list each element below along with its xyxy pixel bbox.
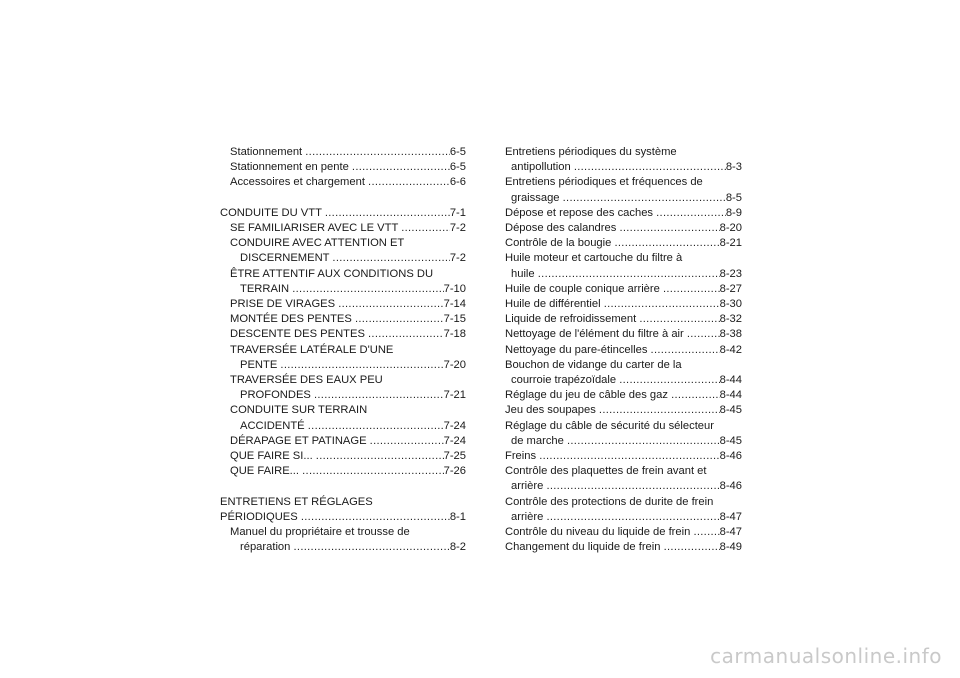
dot-leader	[538, 267, 720, 282]
toc-entry-title: Changement du liquide de frein	[505, 541, 664, 554]
toc-entry[interactable]	[505, 312, 742, 327]
toc-page-number: 7-21	[443, 389, 466, 402]
toc-entry-title: CONDUITE DU VTT	[220, 206, 325, 219]
toc-left-column	[220, 145, 466, 555]
dot-leader	[316, 449, 444, 464]
toc-entry-title: Stationnement	[230, 146, 306, 158]
dot-leader	[294, 540, 450, 555]
dot-leader	[292, 282, 443, 297]
toc-entry[interactable]	[220, 327, 466, 342]
dot-leader	[651, 343, 720, 358]
watermark: carmanualsonline.info	[710, 644, 942, 668]
toc-entry-title: huile	[511, 267, 538, 280]
toc-entry[interactable]	[505, 358, 742, 388]
toc-page-number: 7-20	[443, 358, 466, 371]
dot-leader	[563, 191, 726, 206]
dot-leader	[671, 388, 720, 403]
toc-entry-title: graissage	[511, 191, 563, 204]
toc-entry[interactable]	[505, 525, 742, 540]
toc-entry[interactable]	[505, 327, 742, 342]
dot-leader	[546, 479, 719, 494]
toc-page-number: 8-47	[719, 526, 742, 539]
toc-page-number: 8-23	[719, 267, 742, 280]
dot-leader	[302, 464, 443, 479]
toc-page-number: 8-47	[719, 510, 742, 523]
toc-page-number: 8-1	[449, 510, 466, 523]
toc-page-number: 8-49	[719, 541, 742, 554]
toc-page-number: 8-44	[719, 374, 742, 387]
toc-entry[interactable]	[220, 343, 466, 373]
toc-entry[interactable]	[505, 282, 742, 297]
toc-page-number: 7-2	[449, 222, 466, 234]
toc-entry-title: Huile moteur et cartouche du filtre à	[505, 252, 683, 265]
toc-page-number: 7-1	[449, 206, 466, 219]
dot-leader	[280, 358, 443, 373]
toc-entry-title: arrière	[511, 480, 547, 493]
toc-entry-title: Manuel du propriétaire et trousse de	[230, 526, 410, 539]
toc-page-number: 7-18	[443, 328, 466, 341]
toc-entry[interactable]	[505, 540, 742, 555]
toc-page-number: 8-42	[719, 343, 742, 356]
dot-leader	[338, 297, 443, 312]
toc-section-entry[interactable]	[220, 206, 466, 221]
toc-page-number: 8-45	[719, 404, 742, 417]
toc-entry[interactable]	[505, 403, 742, 418]
dot-leader	[355, 312, 444, 327]
toc-entry[interactable]	[220, 160, 466, 175]
dot-leader	[401, 221, 450, 236]
toc-entry-title: courroie trapézoïdale	[511, 374, 620, 387]
toc-entry-title: Contrôle des protections de durite de frein	[505, 495, 714, 508]
toc-page-number: 8-5	[725, 191, 742, 204]
toc-page-number: 8-46	[719, 450, 742, 463]
dot-leader	[619, 221, 719, 236]
toc-entry[interactable]	[505, 464, 742, 494]
toc-entry-title: DESCENTE DES PENTES	[230, 328, 369, 341]
dot-leader	[368, 327, 444, 342]
toc-entry-title: de marche	[511, 434, 567, 447]
toc-entry-title: ENTRETIENS ET RÉGLAGES	[220, 495, 373, 508]
toc-entry-title: Accessoires et chargement	[230, 176, 369, 189]
toc-page-number: 8-30	[719, 298, 742, 311]
toc-entry-title: TRAVERSÉE LATÉRALE D'UNE	[230, 343, 394, 356]
toc-entry[interactable]	[220, 525, 466, 555]
dot-leader	[314, 388, 444, 403]
toc-page-number: 8-32	[719, 313, 742, 326]
toc-entry-title: PÉRIODIQUES	[220, 510, 301, 523]
dot-leader	[574, 160, 726, 175]
toc-entry-title: Nettoyage de l'élément du filtre à air	[505, 328, 687, 341]
dot-leader	[368, 175, 450, 190]
toc-entry-title: CONDUIRE AVEC ATTENTION ET	[230, 237, 405, 250]
toc-entry-title: Dépose des calandres	[505, 222, 620, 235]
toc-entry-title: ACCIDENTÉ	[240, 419, 308, 432]
toc-entry-title: MONTÉE DES PENTES	[230, 313, 355, 326]
toc-entry[interactable]	[505, 236, 742, 251]
toc-entry-title: Dépose et repose des caches	[505, 206, 657, 219]
toc-page-number: 7-2	[449, 252, 466, 265]
toc-entry-title: Contrôle du niveau du liquide de frein	[505, 526, 694, 539]
toc-entry[interactable]	[505, 495, 742, 525]
dot-leader	[308, 419, 444, 434]
toc-page-number: 8-3	[725, 161, 742, 174]
dot-leader	[301, 510, 450, 525]
toc-page-number: 6-6	[449, 176, 466, 189]
toc-entry[interactable]	[220, 464, 466, 479]
toc-page-number: 7-26	[443, 465, 466, 478]
dot-leader	[614, 236, 719, 251]
toc-entry-title: TRAVERSÉE DES EAUX PEU	[230, 374, 383, 387]
dot-leader	[370, 434, 444, 449]
toc-entry[interactable]	[220, 236, 466, 266]
toc-page-number: 7-24	[443, 434, 466, 447]
toc-entry[interactable]	[220, 221, 466, 236]
toc-entry-title: Huile de couple conique arrière	[505, 282, 663, 295]
toc-page-number: 8-38	[719, 328, 742, 341]
toc-page-number: 6-5	[449, 161, 466, 174]
toc-entry[interactable]	[505, 145, 742, 175]
toc-entry[interactable]	[505, 221, 742, 236]
dot-leader	[656, 206, 726, 221]
toc-entry[interactable]	[220, 312, 466, 327]
toc-page-number: 8-21	[719, 237, 742, 250]
toc-entry[interactable]	[505, 206, 742, 221]
toc-entry[interactable]	[220, 145, 466, 160]
toc-page-number: 8-44	[719, 389, 742, 402]
dot-leader	[567, 434, 720, 449]
toc-entry-title: QUE FAIRE SI...	[230, 450, 316, 463]
dot-leader	[663, 282, 720, 297]
toc-page-number: 8-20	[719, 222, 742, 235]
toc-section-entry[interactable]	[220, 495, 466, 525]
toc-page-number: 6-5	[449, 146, 466, 158]
toc-entry-title: PROFONDES	[240, 389, 314, 402]
toc-right-column	[505, 145, 742, 555]
toc-page-number: 8-45	[719, 434, 742, 447]
toc-entry-title: Contrôle des plaquettes de frein avant et	[505, 465, 707, 478]
toc-entry-title: Stationnement en pente	[230, 161, 352, 174]
toc-entry-title: CONDUITE SUR TERRAIN	[230, 404, 368, 417]
toc-entry[interactable]	[220, 449, 466, 464]
section-gap	[220, 191, 466, 206]
toc-page-number: 7-14	[443, 298, 466, 311]
toc-entry[interactable]	[220, 373, 466, 403]
toc-entry[interactable]	[505, 251, 742, 281]
dot-leader	[332, 251, 449, 266]
toc-page-number: 7-25	[443, 450, 466, 463]
toc-entry-title: SE FAMILIARISER AVEC LE VTT	[230, 222, 402, 234]
toc-entry-title: Entretiens périodiques et fréquences de	[505, 176, 703, 189]
toc-entry-title: Nettoyage du pare-étincelles	[505, 343, 651, 356]
toc-entry[interactable]	[220, 267, 466, 297]
dot-leader	[604, 297, 720, 312]
dot-leader	[687, 327, 720, 342]
toc-page-number: 7-10	[443, 282, 466, 295]
toc-entry-title: Réglage du jeu de câble des gaz	[505, 389, 672, 402]
toc-page-number: 8-27	[719, 282, 742, 295]
toc-entry-title: Huile de différentiel	[505, 298, 604, 311]
toc-entry[interactable]	[220, 403, 466, 433]
toc-entry[interactable]	[220, 175, 466, 190]
dot-leader	[325, 206, 450, 221]
dot-leader	[693, 525, 719, 540]
toc-entry-title: antipollution	[511, 161, 574, 174]
toc-entry[interactable]	[505, 419, 742, 449]
toc-entry-title: Jeu des soupapes	[505, 404, 599, 417]
toc-entry-title: PENTE	[240, 358, 281, 371]
toc-page-number: 8-46	[719, 480, 742, 493]
toc-entry-title: DISCERNEMENT	[240, 252, 333, 265]
toc-entry-title: Entretiens périodiques du système	[505, 146, 677, 158]
dot-leader	[352, 160, 450, 175]
toc-entry-title: PRISE DE VIRAGES	[230, 298, 339, 311]
dot-leader	[539, 449, 719, 464]
section-gap	[220, 479, 466, 494]
toc-entry-title: réparation	[240, 541, 294, 554]
toc-entry-title: arrière	[511, 510, 547, 523]
toc-entry[interactable]	[505, 388, 742, 403]
dot-leader	[599, 403, 720, 418]
toc-entry-title: ÊTRE ATTENTIF AUX CONDITIONS DU	[230, 267, 434, 280]
toc-entry-title: DÉRAPAGE ET PATINAGE	[230, 434, 370, 447]
toc-entry[interactable]	[505, 343, 742, 358]
dot-leader	[619, 373, 719, 388]
toc-entry[interactable]	[220, 434, 466, 449]
toc-entry-title: Liquide de refroidissement	[505, 313, 640, 326]
dot-leader	[664, 540, 720, 555]
toc-page-number: 7-24	[443, 419, 466, 432]
toc-entry-title: Contrôle de la bougie	[505, 237, 615, 250]
toc-entry[interactable]	[505, 449, 742, 464]
toc-entry[interactable]	[220, 297, 466, 312]
dot-leader	[639, 312, 719, 327]
toc-page-number: 7-15	[443, 313, 466, 326]
toc-entry[interactable]	[505, 175, 742, 205]
toc-entry-title: Bouchon de vidange du carter de la	[505, 358, 682, 371]
toc-entry-title: QUE FAIRE...	[230, 465, 303, 478]
dot-leader	[546, 510, 719, 525]
dot-leader	[305, 145, 450, 160]
toc-entry[interactable]	[505, 297, 742, 312]
toc-page-number: 8-2	[449, 541, 466, 554]
toc-entry-title: Freins	[505, 450, 540, 463]
toc-entry-title: Réglage du câble de sécurité du sélecteur	[505, 419, 714, 432]
toc-page-number: 8-9	[725, 206, 742, 219]
toc-entry-title: TERRAIN	[240, 282, 293, 295]
